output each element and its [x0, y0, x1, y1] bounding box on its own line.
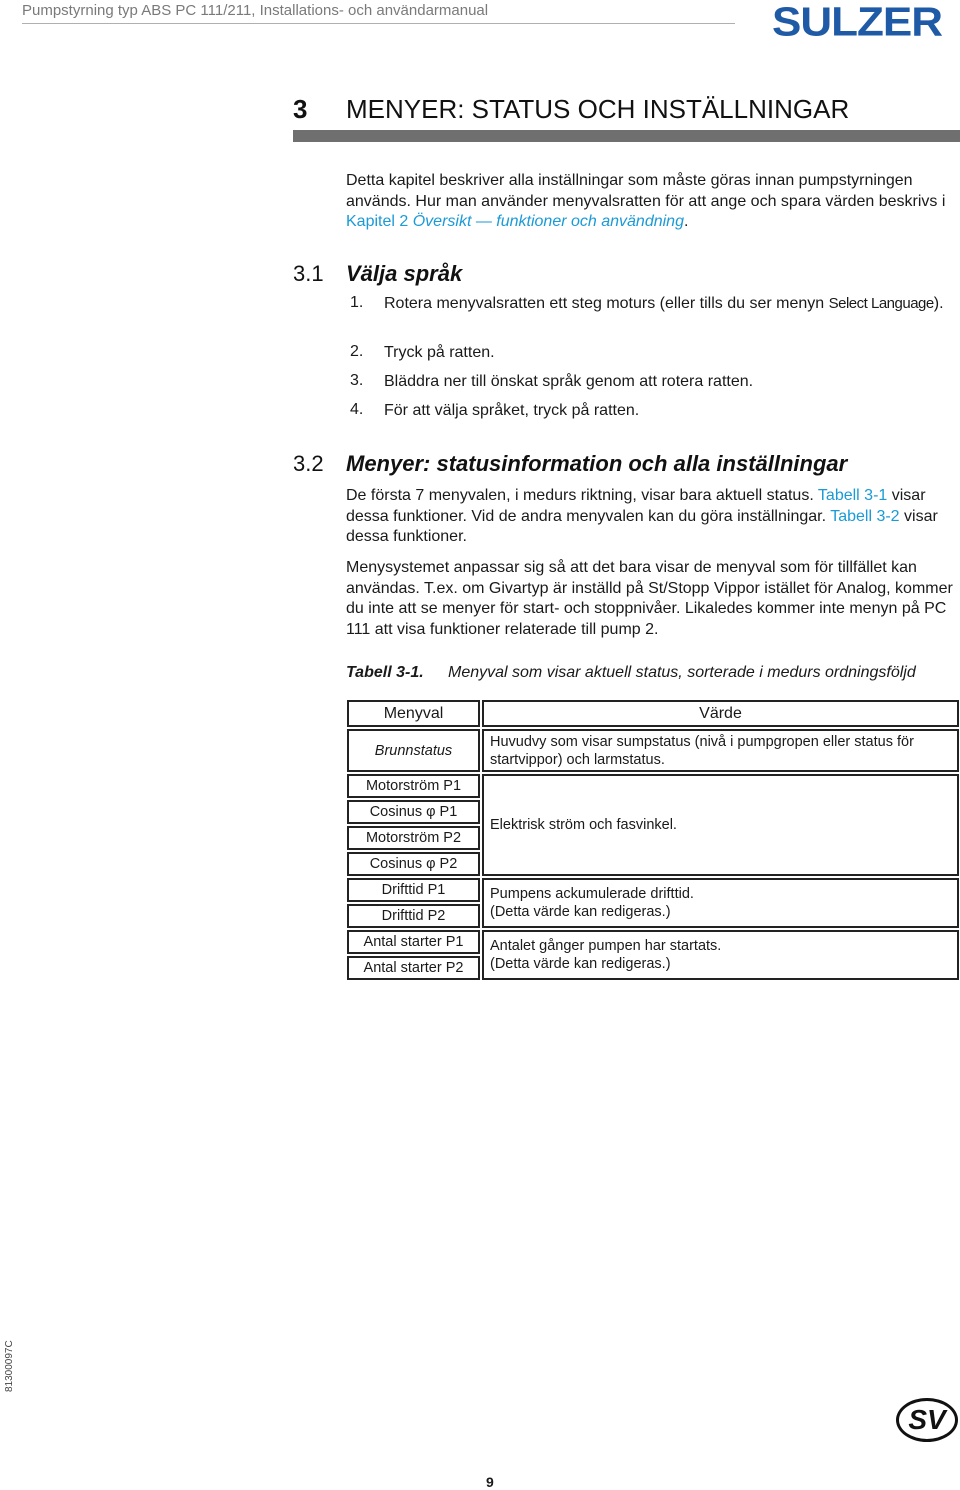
table-3-2-link[interactable]: Tabell 3-2 — [830, 507, 900, 525]
header-rule — [22, 23, 735, 24]
step-1-main: Rotera menyvalsratten ett steg moturs (eller tills du ser menyn — [384, 295, 829, 312]
starts-line-2: (Detta värde kan redigeras.) — [490, 956, 671, 972]
document-code: 81300097C — [4, 1340, 15, 1392]
step-1-after: ). — [933, 295, 944, 312]
step-4-text: För att välja språket, tryck på ratten. — [384, 402, 640, 419]
starts-line-1: Antalet gånger pumpen har startats. — [490, 938, 722, 954]
section-2-paragraph-2: Menysystemet anpassar sig så att det bara visar de menyval som för tillfället kan användas. T.ex. om Givartyp är inställd på St/Stopp Vippor istället för Analog, kommer du inte att se menyer för start- och stoppnivåer. Likaledes kommer inte menyn på PC 111 att visa funktioner relaterade till pump 2. — [346, 559, 953, 638]
runtime-line-2: (Detta värde kan redigeras.) — [490, 904, 671, 920]
runtime-line-1: Pumpens ackumulerade drifttid. — [490, 886, 694, 902]
document-header-title: Pumpstyrning typ ABS PC 111/211, Installations- och användarmanual — [22, 2, 489, 19]
table-header-menyval: Menyval — [347, 700, 480, 727]
sulzer-logo: SULZER — [772, 0, 942, 45]
table-row-menu: Cosinus φ P2 — [347, 852, 480, 876]
intro-link-italic: Översikt — funktioner och användning — [412, 213, 684, 230]
section-1-title: Välja språk — [346, 261, 463, 286]
table-3-1-link[interactable]: Tabell 3-1 — [817, 487, 888, 504]
table-row-menu: Motorström P2 — [347, 826, 480, 850]
step-1-number: 1. — [350, 294, 364, 311]
intro-link-text: Kapitel 2 — [346, 213, 413, 230]
chapter-bar — [293, 130, 960, 142]
chapter-number: 3 — [293, 94, 308, 124]
step-1-text — [384, 294, 954, 315]
table-row-menu: Drifttid P2 — [347, 904, 480, 928]
intro-text: Detta kapitel beskriver alla inställningar som måste göras innan pumpstyrningen används. Hur man använder menyvalsratten för att ange och spara värden beskrivs i — [346, 172, 946, 210]
p1-text-b: visar dessa funktioner. Vid de andra menyvalen kan du göra inställningar. — [346, 487, 926, 525]
step-3-number: 3. — [350, 372, 364, 389]
step-2-text: Tryck på ratten. — [384, 344, 495, 361]
table-header-varde: Värde — [482, 700, 959, 727]
table-value-runtime — [482, 878, 959, 928]
p1-text-a: De första 7 menyvalen, i medurs riktning, visar bara aktuell status. — [346, 487, 818, 504]
step-1-menu-name: Select Language — [828, 295, 934, 312]
table-row-menu: Drifttid P1 — [347, 878, 480, 902]
table-value-electric: Elektrisk ström och fasvinkel. — [482, 774, 959, 876]
table-value-starts — [482, 930, 959, 980]
table-row-menu: Antal starter P1 — [347, 930, 480, 954]
section-2-paragraph-1 — [346, 486, 958, 548]
intro-chapter-link[interactable] — [346, 213, 684, 230]
table-caption-text: Menyval som visar aktuell status, sorterade i medurs ordningsföljd — [448, 664, 916, 681]
step-4-number: 4. — [350, 401, 364, 418]
table-row-menu: Antal starter P2 — [347, 956, 480, 980]
section-2-number: 3.2 — [293, 451, 324, 476]
step-3-text: Bläddra ner till önskat språk genom att rotera ratten. — [384, 373, 754, 390]
table-value-brunnstatus: Huvudvy som visar sumpstatus (nivå i pumpgropen eller status för startvippor) och larmstatus. — [482, 729, 959, 772]
section-1-number: 3.1 — [293, 261, 324, 286]
intro-paragraph — [346, 171, 958, 233]
section-2-title: Menyer: statusinformation och alla inställningar — [346, 451, 848, 476]
table-row-menu: Cosinus φ P1 — [347, 800, 480, 824]
intro-end: . — [683, 213, 689, 230]
step-2-number: 2. — [350, 343, 364, 360]
chapter-title: MENYER: STATUS OCH INSTÄLLNINGAR — [346, 94, 850, 124]
table-caption-label: Tabell 3-1. — [346, 664, 424, 681]
language-badge: SV — [896, 1398, 958, 1442]
p1-text-c: visar dessa funktioner. — [346, 507, 938, 545]
page-number: 9 — [486, 1474, 494, 1490]
table-row-menu: Brunnstatus — [347, 729, 480, 772]
table-row-menu: Motorström P1 — [347, 774, 480, 798]
